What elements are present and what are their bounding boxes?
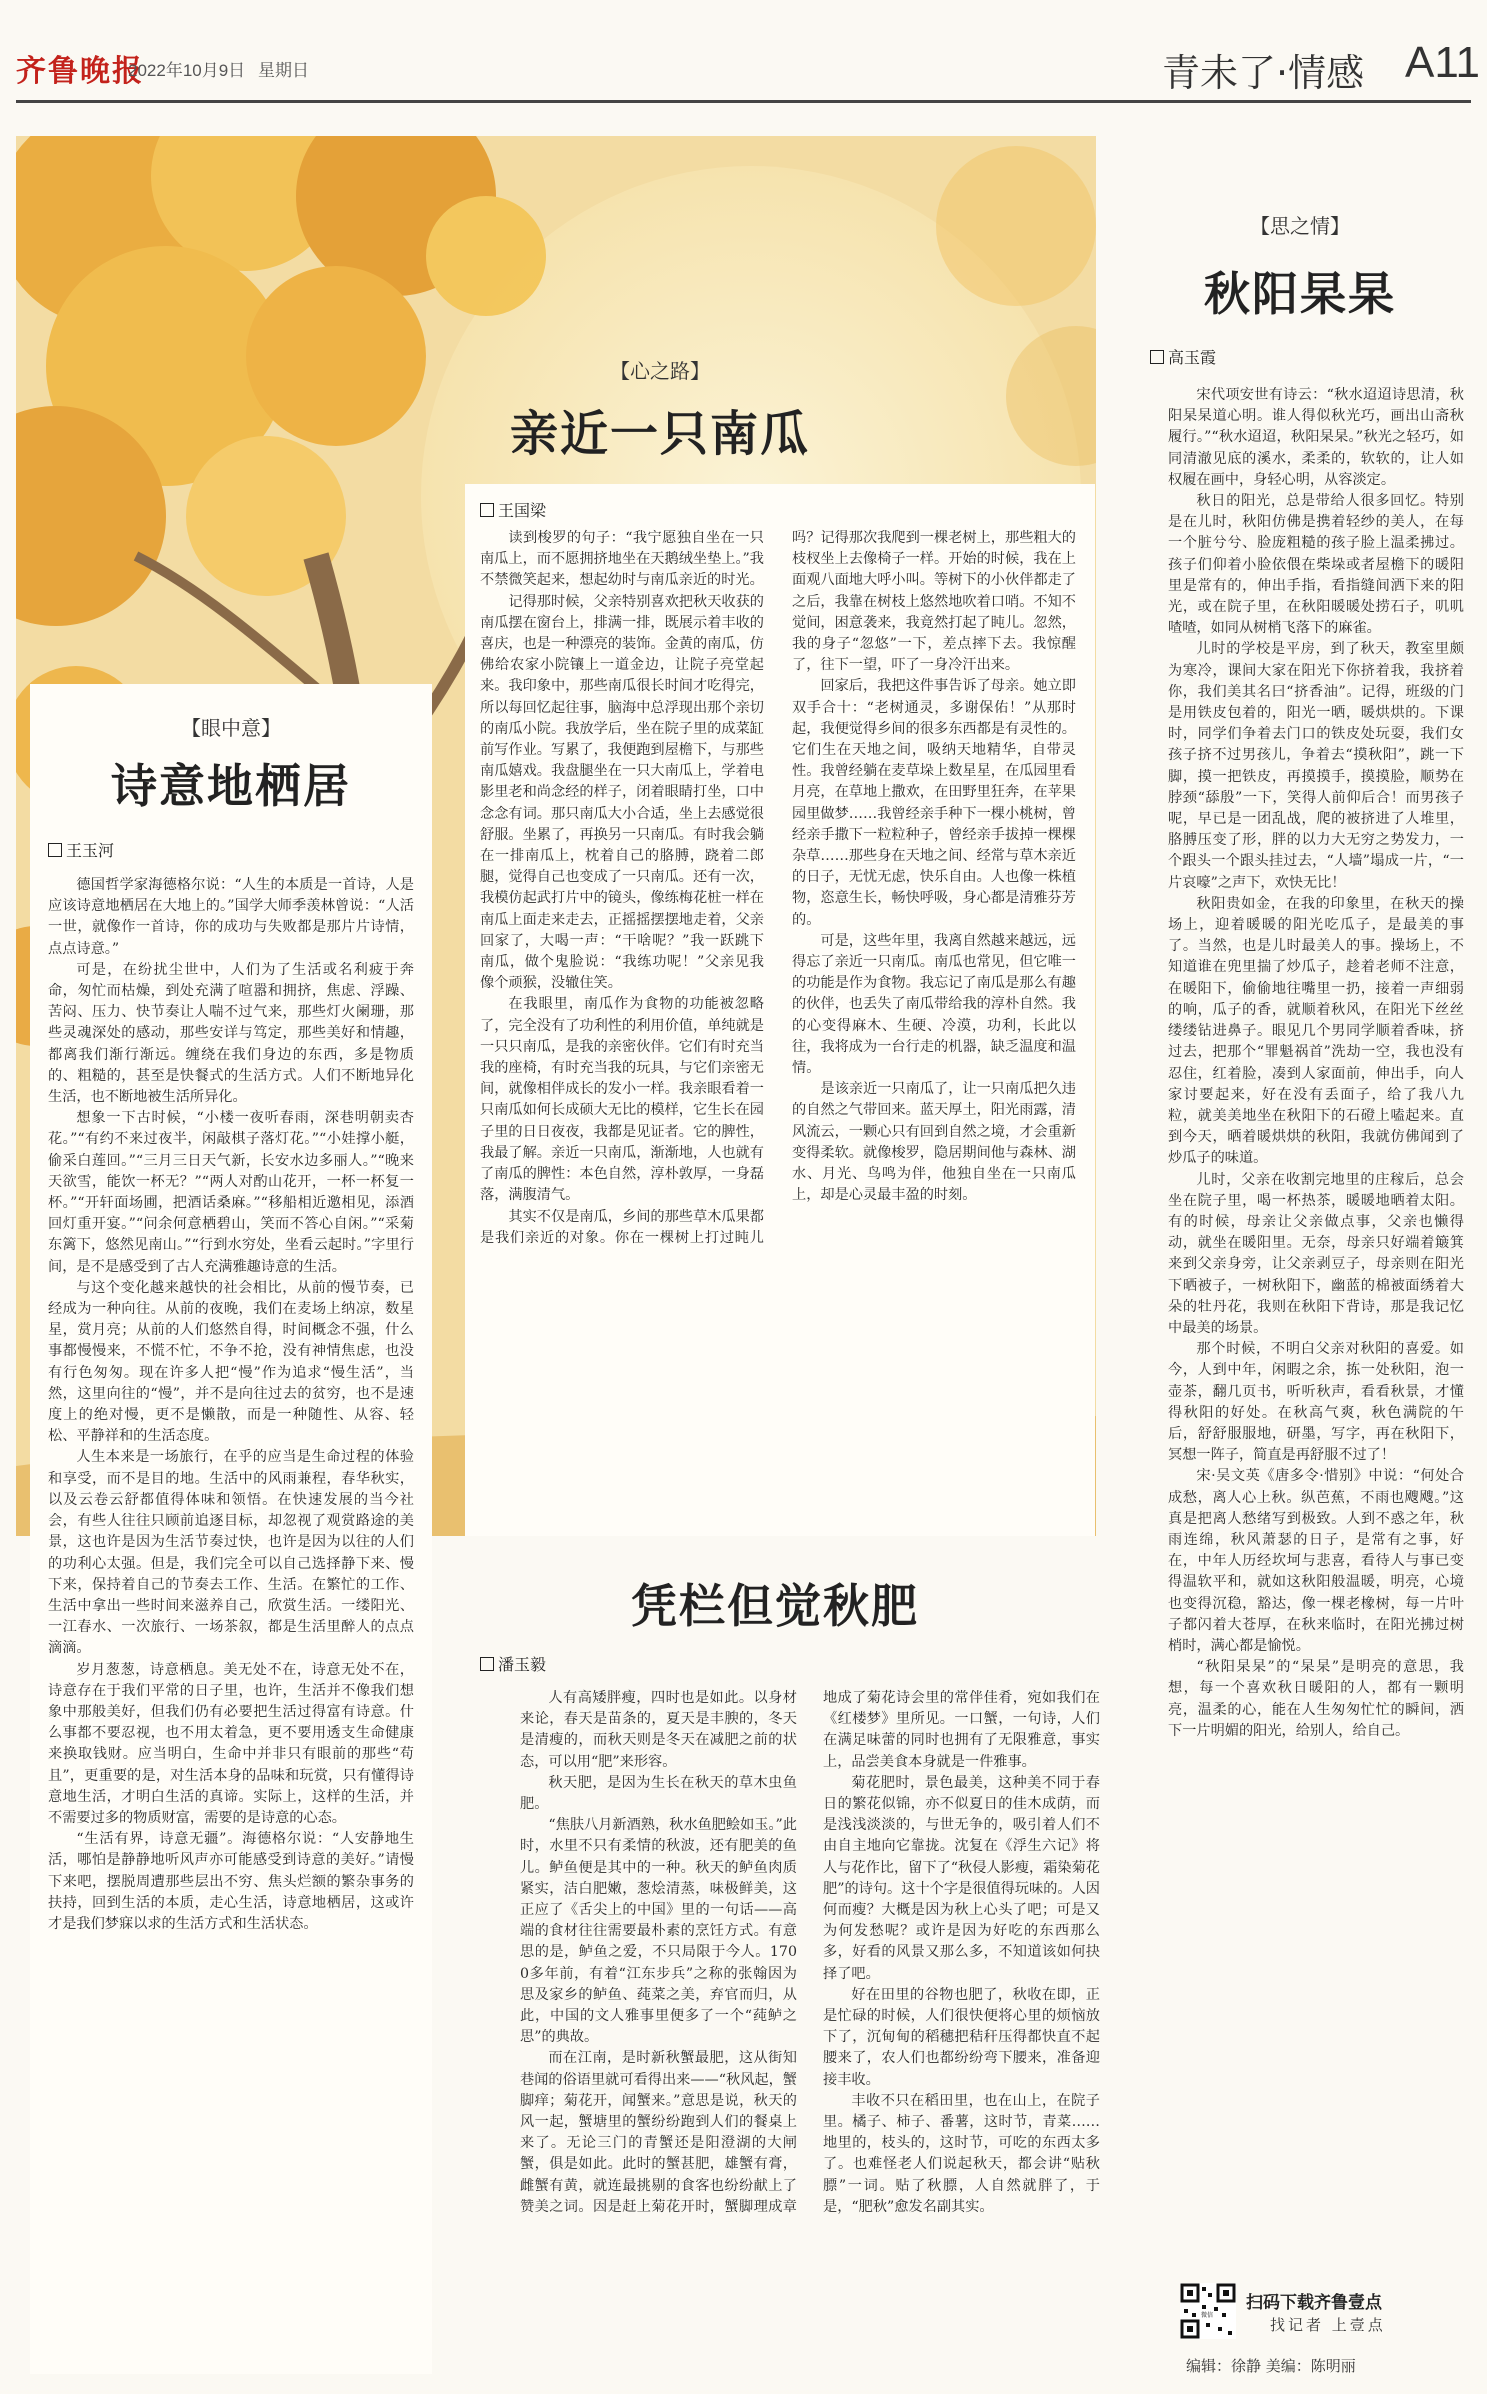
article-2-paragraph: 可是，这些年里，我离自然越来越远，远得忘了亲近一只南瓜。南瓜也常见，但它唯一的功能是作为食物。我忘记了南瓜是那么有趣的伙伴，也丢失了南瓜带给我的淳朴自然。我的心变得麻木、生硬、冷漠，功利，长此以往，我将成为一台行走的机器，缺乏温度和温情。 bbox=[792, 932, 1076, 1077]
article-2-paragraph: 在我眼里，南瓜作为食物的功能被忽略了，完全没有了功利性的利用价值，单纯就是一只只南瓜，是我的亲密伙伴。它们有时充当我的座椅，有时充当我的玩具，与它们亲密无间，就像相伴成长的发小一样。我亲眼看着一只南瓜如何长成硕大无比的模样，它生长在园子里的日日夜夜，我都是见证者。它的脾性，我最了解。亲近一只南瓜，渐渐地，人也就有了南瓜的脾性：本色自然，淳朴敦厚，一身磊落，满腹清气。 bbox=[480, 996, 764, 1204]
section-title: 青未了·情感 bbox=[1162, 51, 1365, 95]
article-4-paragraph: 丰收不只在稻田里，也在山上，在院子里。橘子、柿子、番薯，这时节，青菜……地里的，枝头的，这时节，可吃的东西太多了。也难怪老人们说起秋天，都会讲“贴秋膘”一词。贴了秋膘，人自然就胖了，于是，“肥秋”愈发名副其实。 bbox=[823, 2092, 1100, 2215]
article-4-paragraph: 秋天肥，是因为生长在秋天的草木虫鱼肥。 bbox=[520, 1774, 797, 1813]
article-3-paragraph: “秋阳杲杲”的“杲杲”是明亮的意思，我想，每一个喜欢秋日暖阳的人，都有一颗明亮，温柔的心，能在人生匆匆忙忙的瞬间，洒下一片明媚的阳光，给别人，给自己。 bbox=[1168, 1659, 1464, 1739]
article-3-body bbox=[1168, 385, 1464, 2235]
article-3-byline bbox=[1150, 345, 1216, 368]
article-1-paragraph: 德国哲学家海德格尔说：“人生的本质是一首诗，人是应该诗意地栖居在大地上的。”国学大师季羡林曾说：“人活一世，就像作一首诗，你的成功与失败都是那片片诗情，点点诗意。” bbox=[48, 877, 414, 957]
article-3-paragraph: 宋代项安世有诗云：“秋水迢迢诗思清，秋阳杲杲道心明。谁人得似秋光巧，画出山斋秋履行。”“秋水迢迢，秋阳杲杲。”秋光之轻巧，如同清澈见底的溪水，柔柔的，软软的，让人如权履在画中，身轻心明，从容淡定。 bbox=[1168, 387, 1464, 488]
article-4-title: 凭栏但觉秋肥 bbox=[631, 1579, 919, 1633]
article-3-tag: 【思之情】 bbox=[1250, 214, 1350, 238]
article-4-author: 潘玉毅 bbox=[498, 1655, 547, 1674]
article-1-paragraph: 可是，在纷扰尘世中，人们为了生活或名利疲于奔命，匆忙而枯燥，到处充满了喧嚣和拥挤，焦虑、浮躁、苦闷、压力、快节奏让人喘不过气来，那些灯火阑珊，那些灵魂深处的感动，那些安详与笃定，那些美好和情趣，都离我们渐行渐远。缠绕在我们身边的东西，多是物质的、粗糙的，甚至是快餐式的生活方式。人们不断地异化生活，也不断地被生活所异化。 bbox=[48, 961, 414, 1106]
article-4-paragraph: 好在田里的谷物也肥了，秋收在即，正是忙碌的时候，人们很快便将心里的烦恼放下了，沉甸甸的稻穗把秸秆压得都快直不起腰来了，农人们也都纷纷弯下腰来，准备迎接丰收。 bbox=[823, 1986, 1100, 2088]
article-3-paragraph: 儿时，父亲在收割完地里的庄稼后，总会坐在院子里，喝一杯热茶，暖暖地晒着太阳。有的时候，母亲让父亲做点事，父亲也懒得动，就坐在暖阳里。无奈，母亲只好端着簸箕来到父亲身旁，让父亲剥豆子，母亲则在阳光下晒被子，一树秋阳下，幽蓝的棉被面绣着大朵的牡丹花，我则在秋阳下背诗，那是我记忆中最美的场景。 bbox=[1168, 1171, 1464, 1336]
qr-caption-main: 扫码下载齐鲁壹点 bbox=[1246, 2293, 1382, 2313]
article-3-paragraph: 秋阳贵如金，在我的印象里，在秋天的操场上，迎着暖暖的阳光吃瓜子，是最美的事了。当然，也是儿时最美人的事。操场上，不知道谁在兜里揣了炒瓜子，趁着老师不注意，在暖阳下，偷偷地往嘴里一扔，接着一声细弱的响，瓜子的香，就顺着秋风，在阳光下丝丝缕缕钻进鼻子。眼见几个男同学顺着香味，挤过去，把那个“罪魁祸首”洗劫一空，我也没有忍住，红着脸，凑到人家面前，伸出手，向人家讨要起来，好在没有丢面子，给了我八九粒，就美美地坐在秋阳下的石磴上嗑起来。直到今天，晒着暖烘烘的秋阳，我就仿佛闻到了炒瓜子的味道。 bbox=[1168, 895, 1464, 1167]
newspaper-brand: 齐鲁晚报 bbox=[16, 54, 144, 89]
article-1-tag: 【眼中意】 bbox=[181, 716, 281, 740]
article-1-paragraph: 想象一下古时候，“小楼一夜听春雨，深巷明朝卖杏花。”“有约不来过夜半，闲敲棋子落灯花。”“小娃撑小艇，偷采白莲回。”“三月三日天气新，长安水边多丽人。”“晚来天欲雪，能饮一杯无？”“两人对酌山花开，一杯一杯复一杯。”“开轩面场圃，把酒话桑麻。”“移船相近邀相见，添酒回灯重开宴。”“问余何意栖碧山，笑而不答心自闲。”“采菊东篱下，悠然见南山。”“行到水穷处，坐看云起时。”字里行间，是不是感受到了古人充满雅趣诗意的生活。 bbox=[48, 1110, 414, 1275]
article-2-paragraph: 记得那时候，父亲特别喜欢把秋天收获的南瓜摆在窗台上，排满一排，既展示着丰收的喜庆，也是一种漂亮的装饰。金黄的南瓜，仿佛给农家小院镶上一道金边，让院子亮堂起来。我印象中，那些南瓜很长时间才吃得完，所以每回忆起往事，脑海中总浮现出那个亲切的南瓜小院。我放学后，坐在院子里的成菜缸前写作业。写累了，我便跑到屋檐下，与那些南瓜嬉戏。我盘腿坐在一只大南瓜上，学着电影里老和尚念经的样子，闭着眼睛打坐，口中念念有词。那只南瓜大小合适，坐上去感觉很舒服。坐累了，再换另一只南瓜。有时我会躺在一排南瓜上，枕着自己的胳膊，跷着二郎腿，觉得自己也变成了一只南瓜。还有一次，我模仿起武打片中的镜头，像练梅花桩一样在南瓜上面走来走去，正摇摇摆摆地走着，父亲回家了，大喝一声：“干啥呢？”我一跃跳下南瓜，做个鬼脸说：“我练功呢！”父亲见我像个顽猴，没辙住笑。 bbox=[480, 593, 764, 992]
qr-code-icon[interactable] bbox=[1180, 2283, 1236, 2339]
qr-caption-sub: 找记者 上壹点 bbox=[1270, 2316, 1386, 2334]
article-2-byline bbox=[480, 498, 546, 521]
article-2-paragraph: 读到梭罗的句子：“我宁愿独自坐在一只南瓜上，而不愿拥挤地坐在天鹅绒坐垫上。”我不禁微笑起来，想起幼时与南瓜亲近的时光。 bbox=[480, 530, 764, 589]
article-2-tag: 【心之路】 bbox=[610, 359, 710, 383]
article-1-byline bbox=[48, 838, 114, 861]
article-3-author: 高玉霞 bbox=[1168, 348, 1217, 367]
article-4-byline bbox=[480, 1652, 546, 1675]
article-3-paragraph: 那个时候，不明白父亲对秋阳的喜爱。如今，人到中年，闲暇之余，拣一处秋阳，泡一壶茶，翻几页书，听听秋声，看看秋景，才懂得秋阳的好处。在秋高气爽，秋色满院的午后，舒舒服服地，研墨，写字，再在秋阳下，冥想一阵子，简直是再舒服不过了！ bbox=[1168, 1341, 1464, 1464]
article-4-paragraph: 而在江南，是时新秋蟹最肥，这从街知巷闻的俗语里就可看得出来——“秋风起，蟹脚痒；菊花开，闻蟹来。”意思是说，秋天的风一起，蟹塘里的蟹纷纷跑到人们的餐桌上来了。无论三门的青蟹还是阳澄湖的大闸蟹，俱是如此。此时的蟹甚肥，雄蟹有膏，雌蟹有黄，就连最挑剔的食客也纷纷献上了赞美之词。因是赶上菊花开时，蟹脚理成章地成了菊花诗会里的常伴佳肴，宛如我们在《红楼梦》里所见。一口蟹，一句诗，人们在满足味蕾的同时也拥有了无限雅意，事实上，品尝美食本身就是一件雅事。 bbox=[520, 1690, 1100, 2215]
article-4-paragraph: 菊花肥时，景色最美，这种美不同于春日的繁花似锦，亦不似夏日的佳木成荫，而是浅浅淡淡的，与世无争的，吸引着人们不由自主地向它靠拢。沈复在《浮生六记》将人与花作比，留下了“秋侵人影瘦，霜染菊花肥”的诗句。这十个字是很值得玩味的。人因何而瘦？大概是因为秋上心头了吧；可是又为何发愁呢？或许是因为好吃的东西那么多，好看的风景又那么多，不知道该如何抉择了吧。 bbox=[823, 1774, 1100, 1982]
article-4-paragraph: 人有高矮胖瘦，四时也是如此。以身材来论，春天是苗条的，夏天是丰腴的，冬天是清瘦的，而秋天则是冬天在减肥之前的状态，可以用“肥”来形容。 bbox=[520, 1690, 797, 1770]
header-divider bbox=[16, 100, 1471, 103]
article-1-paragraph: 与这个变化越来越快的社会相比，从前的慢节奏，已经成为一种向往。从前的夜晚，我们在麦场上纳凉，数星星，赏月亮；从前的人们悠然自得，时间概念不强，什么事都慢慢来，不慌不忙，不争不抢，没有神情焦虑，也没有行色匆匆。现在许多人把“慢”作为追求“慢生活”，当然，这里向往的“慢”，并不是向往过去的贫穷，也不是速度上的绝对慢，更不是懒散，而是一种随性、从容、轻松、平静祥和的生活态度。 bbox=[48, 1279, 414, 1445]
issue-date: 2022年10月9日 bbox=[128, 61, 246, 80]
article-3-paragraph: 宋·吴文英《唐多令·惜别》中说：“何处合成愁，离人心上秋。纵芭蕉，不雨也飕飕。”这真是把离人愁绪写到极致。人到不惑之年，秋雨连绵，秋风萧瑟的日子，是常有之事，好在，中年人历经坎坷与悲喜，看待人与事已变得温软平和，就如这秋阳般温暖，明亮，心境也变得沉稳，豁达，像一棵老橡树，每一片叶子都闪着大苍厚，在秋来临时，在阳光拂过树梢时，满心都是愉悦。 bbox=[1168, 1468, 1464, 1654]
article-3-paragraph: 秋日的阳光，总是带给人很多回忆。特别是在儿时，秋阳仿佛是携着轻纱的美人，在每一个脏兮兮、脸庞粗糙的孩子脸上温柔拂过。孩子们仰着小脸依偎在柴垛或者屋檐下的暖阳里是常有的，伸出手指，看指缝间洒下来的阳光，或在院子里，在秋阳暖暖处捞石子，叽叽喳喳，如同从树梢飞落下的麻雀。 bbox=[1168, 493, 1464, 637]
article-2-paragraph: 其实不仅是南瓜，乡间的那些草木瓜果都是我们亲近的对象。你在一棵树上打过盹儿吗？记得那次我爬到一棵老树上，那些粗大的枝杈坐上去像椅子一样。开始的时候，我在上面观八面地大呼小叫。等树下的小伙伴都走了之后，我靠在树枝上悠然地吹着口哨。不知不觉间，困意袭来，我竟然打起了盹儿。忽然，我的身子“忽悠”一下，差点摔下去。我惊醒了，往下一望，吓了一身冷汗出来。 bbox=[480, 530, 1076, 1246]
article-4-paragraph: “焦肤八月新酒熟，秋水鱼肥鲙如玉。”此时，水里不只有柔情的秋波，还有肥美的鱼儿。鲈鱼便是其中的一种。秋天的鲈鱼肉质紧实，洁白肥嫩，葱烩清蒸，味极鲜美，这正应了《舌尖上的中国》里的一句话——高端的食材往往需要最朴素的烹饪方式。有意思的是，鲈鱼之爱，不只局限于今人。1700多年前，有着“江东步兵”之称的张翰因为思及家乡的鲈鱼、莼菜之美，弃官而归，从此，中国的文人雅事里便多了一个“莼鲈之思”的典故。 bbox=[520, 1817, 797, 2046]
qr-label: 微信 bbox=[1200, 2312, 1214, 2319]
article-3-paragraph: 儿时的学校是平房，到了秋天，教室里颇为寒冷，课间大家在阳光下你挤着我，我挤着你，我们美其名曰“挤香油”。记得，班级的门是用铁皮包着的，阳光一晒，暖烘烘的。下课时，同学们争着去门口的铁皮处玩耍，我们女孩子挤不过男孩儿，争着去“摸秋阳”，跳一下脚，摸一把铁皮，再摸摸手，摸摸脸，顺势在脖颈“舔殷”一下，笑得人前仰后合！而男孩子呢，早已是一团乱战，爬的被挤进了人堆里，胳膊压变了形，胖的以力大无穷之势发力，一个跟头一个跟头挂过去，“人墙”塌成一片，“一片哀嚎”之声下，欢快无比！ bbox=[1168, 641, 1464, 891]
issue-weekday: 星期日 bbox=[258, 61, 309, 80]
page-number: A11 bbox=[1405, 38, 1481, 87]
article-2-paragraph: 是该亲近一只南瓜了，让一只南瓜把久违的自然之气带回来。蓝天厚土，阳光雨露，清风流云，一颗心只有回到自然之境，才会重新变得柔软。就像梭罗，隐居期间他与森林、湖水、月光、鸟鸣为伴，他独自坐在一只南瓜上，却是心灵最丰盈的时刻。 bbox=[792, 1081, 1076, 1204]
article-2-paragraph: 回家后，我把这件事告诉了母亲。她立即双手合十：“老树通灵，多谢保佑！”从那时起，我便觉得乡间的很多东西都是有灵性的。它们生在天地之间，吸纳天地精华，自带灵性。我曾经躺在麦草垛上数星星，在瓜园里看月亮，在草地上撒欢，在田野里狂奔，在苹果园里做梦……我曾经亲手种下一棵小桃树，曾经亲手撒下一粒粒种子，曾经亲手拔掉一棵棵杂草……那些身在天地之间、经常与草木亲近的日子，无忧无虑，快乐自由。人也像一株植物，恣意生长，畅快呼吸，身心都是清雅芬芳的。 bbox=[792, 678, 1076, 928]
article-4-body bbox=[520, 1688, 1100, 2373]
article-1-paragraph: 人生本来是一场旅行，在乎的应当是生命过程的体验和享受，而不是目的地。生活中的风雨兼程，春华秋实，以及云卷云舒都值得体味和领悟。在快速发展的当今社会，有些人往往只顾前追逐目标，却忽视了观赏路途的美景，这也许是因为生活节奏过快，也许是因为以往的人们的功利心太强。但是，我们完全可以自己选择静下来、慢下来，保持着自己的节奏去工作、生活。在繁忙的工作、生活中拿出一些时间来滋养自己，欣赏生活。一缕阳光、一江春水、一次旅行、一场茶叙，都是生活里醉人的点点滴滴。 bbox=[48, 1449, 414, 1657]
article-1-title: 诗意地栖居 bbox=[111, 759, 351, 813]
article-2-body bbox=[480, 528, 1076, 1528]
editor-credits: 编辑：徐静 美编：陈明丽 bbox=[1186, 2357, 1356, 2375]
article-1-paragraph: “生活有界，诗意无疆”。海德格尔说：“人安静地生活，哪怕是静静地听风声亦可能感受到诗意的美好。”请慢下来吧，摆脱周遭那些层出不穷、焦头烂额的繁杂事务的扶持，回到生活的本质，走心生活，诗意地栖居，这或许才是我们梦寐以求的生活方式和生活状态。 bbox=[48, 1831, 414, 1932]
article-1-author: 王玉河 bbox=[66, 841, 115, 860]
article-2-title: 亲近一只南瓜 bbox=[509, 406, 810, 462]
article-1-paragraph: 岁月葱葱，诗意栖息。美无处不在，诗意无处不在，诗意存在于我们平常的日子里，也许，生活并不像我们想象中那般美好，但我们仍有必要把生活过得富有诗意。什么事都不要忍视，也不用太着急，更不要用透支生命健康来换取钱财。应当明白，生命中并非只有眼前的那些“苟且”，更重要的是，对生活本身的品味和玩赏，只有懂得诗意地生活，才明白生活的真谛。实际上，这样的生活，并不需要过多的物质财富，需要的是诗意的心态。 bbox=[48, 1661, 414, 1826]
article-1-body bbox=[48, 875, 414, 2370]
article-2-author: 王国梁 bbox=[498, 501, 547, 520]
article-3-title: 秋阳杲杲 bbox=[1204, 267, 1396, 321]
